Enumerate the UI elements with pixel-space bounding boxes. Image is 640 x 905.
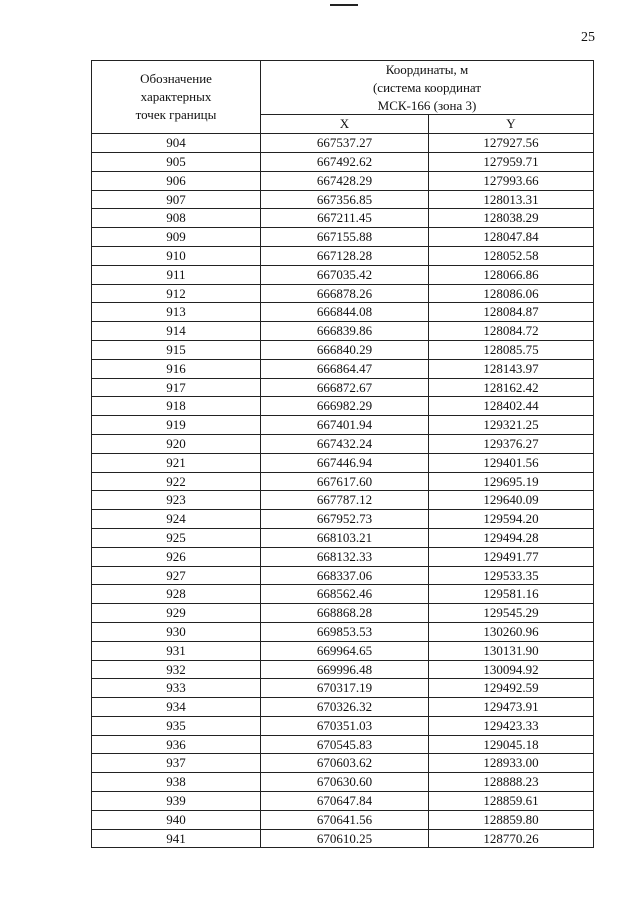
coord-header-line: Координаты, м: [385, 62, 469, 77]
table-row: [92, 528, 594, 547]
y-cell: 128013.31: [429, 190, 594, 209]
y-cell: 129581.16: [429, 585, 594, 604]
table-row: [92, 829, 594, 848]
y-cell: 128859.61: [429, 792, 594, 811]
point-cell: 914: [92, 322, 261, 341]
y-cell: 128162.42: [429, 378, 594, 397]
point-cell: 926: [92, 547, 261, 566]
coord-header-line: МСК-166 (зона 3): [377, 97, 477, 113]
point-cell: 924: [92, 510, 261, 529]
x-cell: 669996.48: [261, 660, 429, 679]
table-row: [92, 604, 594, 623]
x-cell: 669964.65: [261, 641, 429, 660]
page-number: 25: [581, 30, 595, 45]
point-cell: 913: [92, 303, 261, 322]
point-cell: 906: [92, 171, 261, 190]
table-row: [92, 322, 594, 341]
x-cell: 668103.21: [261, 528, 429, 547]
x-cell: 666878.26: [261, 284, 429, 303]
table-row: [92, 510, 594, 529]
x-cell: 670326.32: [261, 698, 429, 717]
table-row: [92, 679, 594, 698]
x-cell: 667035.42: [261, 265, 429, 284]
x-header: X: [261, 115, 429, 134]
table-row: [92, 378, 594, 397]
x-cell: 666864.47: [261, 359, 429, 378]
y-cell: 128933.00: [429, 754, 594, 773]
point-cell: 910: [92, 246, 261, 265]
y-cell: 128084.72: [429, 322, 594, 341]
point-cell: 936: [92, 735, 261, 754]
y-cell: 128084.87: [429, 303, 594, 322]
y-cell: 127993.66: [429, 171, 594, 190]
table-row: [92, 171, 594, 190]
table-row: [92, 265, 594, 284]
x-cell: 670647.84: [261, 792, 429, 811]
table-row: [92, 340, 594, 359]
y-cell: 129376.27: [429, 434, 594, 453]
x-cell: 666982.29: [261, 397, 429, 416]
point-cell: 919: [92, 416, 261, 435]
y-cell: 128770.26: [429, 829, 594, 848]
coordinates-table: [91, 60, 594, 848]
table-row: [92, 792, 594, 811]
point-cell: 922: [92, 472, 261, 491]
y-cell: 129045.18: [429, 735, 594, 754]
table-row: [92, 416, 594, 435]
x-cell: 667492.62: [261, 152, 429, 171]
point-cell: 904: [92, 134, 261, 153]
y-cell: 128038.29: [429, 209, 594, 228]
table-row: [92, 585, 594, 604]
x-cell: 670630.60: [261, 773, 429, 792]
y-header: Y: [429, 115, 594, 134]
x-cell: 670317.19: [261, 679, 429, 698]
point-cell: 931: [92, 641, 261, 660]
coordinates-header: [261, 61, 594, 115]
table-row: [92, 209, 594, 228]
point-cell: 939: [92, 792, 261, 811]
table-body: [92, 134, 594, 848]
x-cell: 666844.08: [261, 303, 429, 322]
x-cell: 670351.03: [261, 716, 429, 735]
y-cell: 130260.96: [429, 622, 594, 641]
x-cell: 667401.94: [261, 416, 429, 435]
point-cell: 923: [92, 491, 261, 510]
x-cell: 670610.25: [261, 829, 429, 848]
y-cell: 128859.80: [429, 810, 594, 829]
x-cell: 667787.12: [261, 491, 429, 510]
y-cell: 128085.75: [429, 340, 594, 359]
point-cell: 915: [92, 340, 261, 359]
x-cell: 670641.56: [261, 810, 429, 829]
y-cell: 129640.09: [429, 491, 594, 510]
y-cell: 129533.35: [429, 566, 594, 585]
table-row: [92, 735, 594, 754]
point-cell: 907: [92, 190, 261, 209]
table-row: [92, 359, 594, 378]
table-row: [92, 622, 594, 641]
y-cell: 129401.56: [429, 453, 594, 472]
y-cell: 129473.91: [429, 698, 594, 717]
x-cell: 667952.73: [261, 510, 429, 529]
y-cell: 129321.25: [429, 416, 594, 435]
x-cell: 667617.60: [261, 472, 429, 491]
point-cell: 934: [92, 698, 261, 717]
x-cell: 668132.33: [261, 547, 429, 566]
table-row: [92, 303, 594, 322]
table-row: [92, 641, 594, 660]
x-cell: 669853.53: [261, 622, 429, 641]
x-cell: 667356.85: [261, 190, 429, 209]
y-cell: 128143.97: [429, 359, 594, 378]
point-cell: 933: [92, 679, 261, 698]
table-row: [92, 472, 594, 491]
table-row: [92, 134, 594, 153]
point-header-line: характерных: [140, 89, 212, 105]
table-row: [92, 228, 594, 247]
point-header-line: точек границы: [135, 106, 217, 122]
point-cell: 935: [92, 716, 261, 735]
x-cell: 670545.83: [261, 735, 429, 754]
x-cell: 666840.29: [261, 340, 429, 359]
table-row: [92, 698, 594, 717]
y-cell: 128402.44: [429, 397, 594, 416]
table-row: [92, 754, 594, 773]
y-cell: 129492.59: [429, 679, 594, 698]
y-cell: 130131.90: [429, 641, 594, 660]
y-cell: 129695.19: [429, 472, 594, 491]
point-cell: 905: [92, 152, 261, 171]
point-cell: 918: [92, 397, 261, 416]
point-cell: 909: [92, 228, 261, 247]
table-row: [92, 566, 594, 585]
point-cell: 912: [92, 284, 261, 303]
point-cell: 920: [92, 434, 261, 453]
y-cell: 128052.58: [429, 246, 594, 265]
point-cell: 941: [92, 829, 261, 848]
point-cell: 917: [92, 378, 261, 397]
x-cell: 670603.62: [261, 754, 429, 773]
table-row: [92, 491, 594, 510]
top-mark: [330, 4, 358, 6]
table-row: [92, 152, 594, 171]
point-cell: 921: [92, 453, 261, 472]
table-row: [92, 434, 594, 453]
table-row: [92, 547, 594, 566]
y-cell: 128888.23: [429, 773, 594, 792]
x-cell: 668337.06: [261, 566, 429, 585]
point-cell: 911: [92, 265, 261, 284]
y-cell: 128086.06: [429, 284, 594, 303]
x-cell: 667446.94: [261, 453, 429, 472]
point-cell: 908: [92, 209, 261, 228]
y-cell: 130094.92: [429, 660, 594, 679]
point-cell: 937: [92, 754, 261, 773]
x-cell: 668868.28: [261, 604, 429, 623]
table-row: [92, 453, 594, 472]
point-header-line: Обозначение: [140, 71, 212, 87]
point-cell: 929: [92, 604, 261, 623]
x-cell: 667432.24: [261, 434, 429, 453]
x-cell: 667128.28: [261, 246, 429, 265]
table-row: [92, 190, 594, 209]
y-cell: 129491.77: [429, 547, 594, 566]
table-row: [92, 660, 594, 679]
table-row: [92, 810, 594, 829]
y-cell: 128047.84: [429, 228, 594, 247]
y-cell: 129594.20: [429, 510, 594, 529]
y-cell: 127959.71: [429, 152, 594, 171]
table-row: [92, 773, 594, 792]
point-cell: 928: [92, 585, 261, 604]
point-cell: 940: [92, 810, 261, 829]
point-cell: 927: [92, 566, 261, 585]
x-cell: 666872.67: [261, 378, 429, 397]
point-cell: 930: [92, 622, 261, 641]
y-cell: 128066.86: [429, 265, 594, 284]
point-cell: 938: [92, 773, 261, 792]
x-cell: 667428.29: [261, 171, 429, 190]
y-cell: 129423.33: [429, 716, 594, 735]
x-cell: 666839.86: [261, 322, 429, 341]
point-cell: 932: [92, 660, 261, 679]
point-cell: 916: [92, 359, 261, 378]
table-row: [92, 716, 594, 735]
table-header-row: [92, 61, 594, 115]
y-cell: 127927.56: [429, 134, 594, 153]
y-cell: 129545.29: [429, 604, 594, 623]
x-cell: 667155.88: [261, 228, 429, 247]
x-cell: 667537.27: [261, 134, 429, 153]
coord-header-line: (система координат: [372, 79, 482, 95]
point-cell: 925: [92, 528, 261, 547]
table-row: [92, 397, 594, 416]
x-cell: 667211.45: [261, 209, 429, 228]
point-designation-header: [92, 61, 261, 134]
x-cell: 668562.46: [261, 585, 429, 604]
table-row: [92, 284, 594, 303]
table-row: [92, 246, 594, 265]
y-cell: 129494.28: [429, 528, 594, 547]
